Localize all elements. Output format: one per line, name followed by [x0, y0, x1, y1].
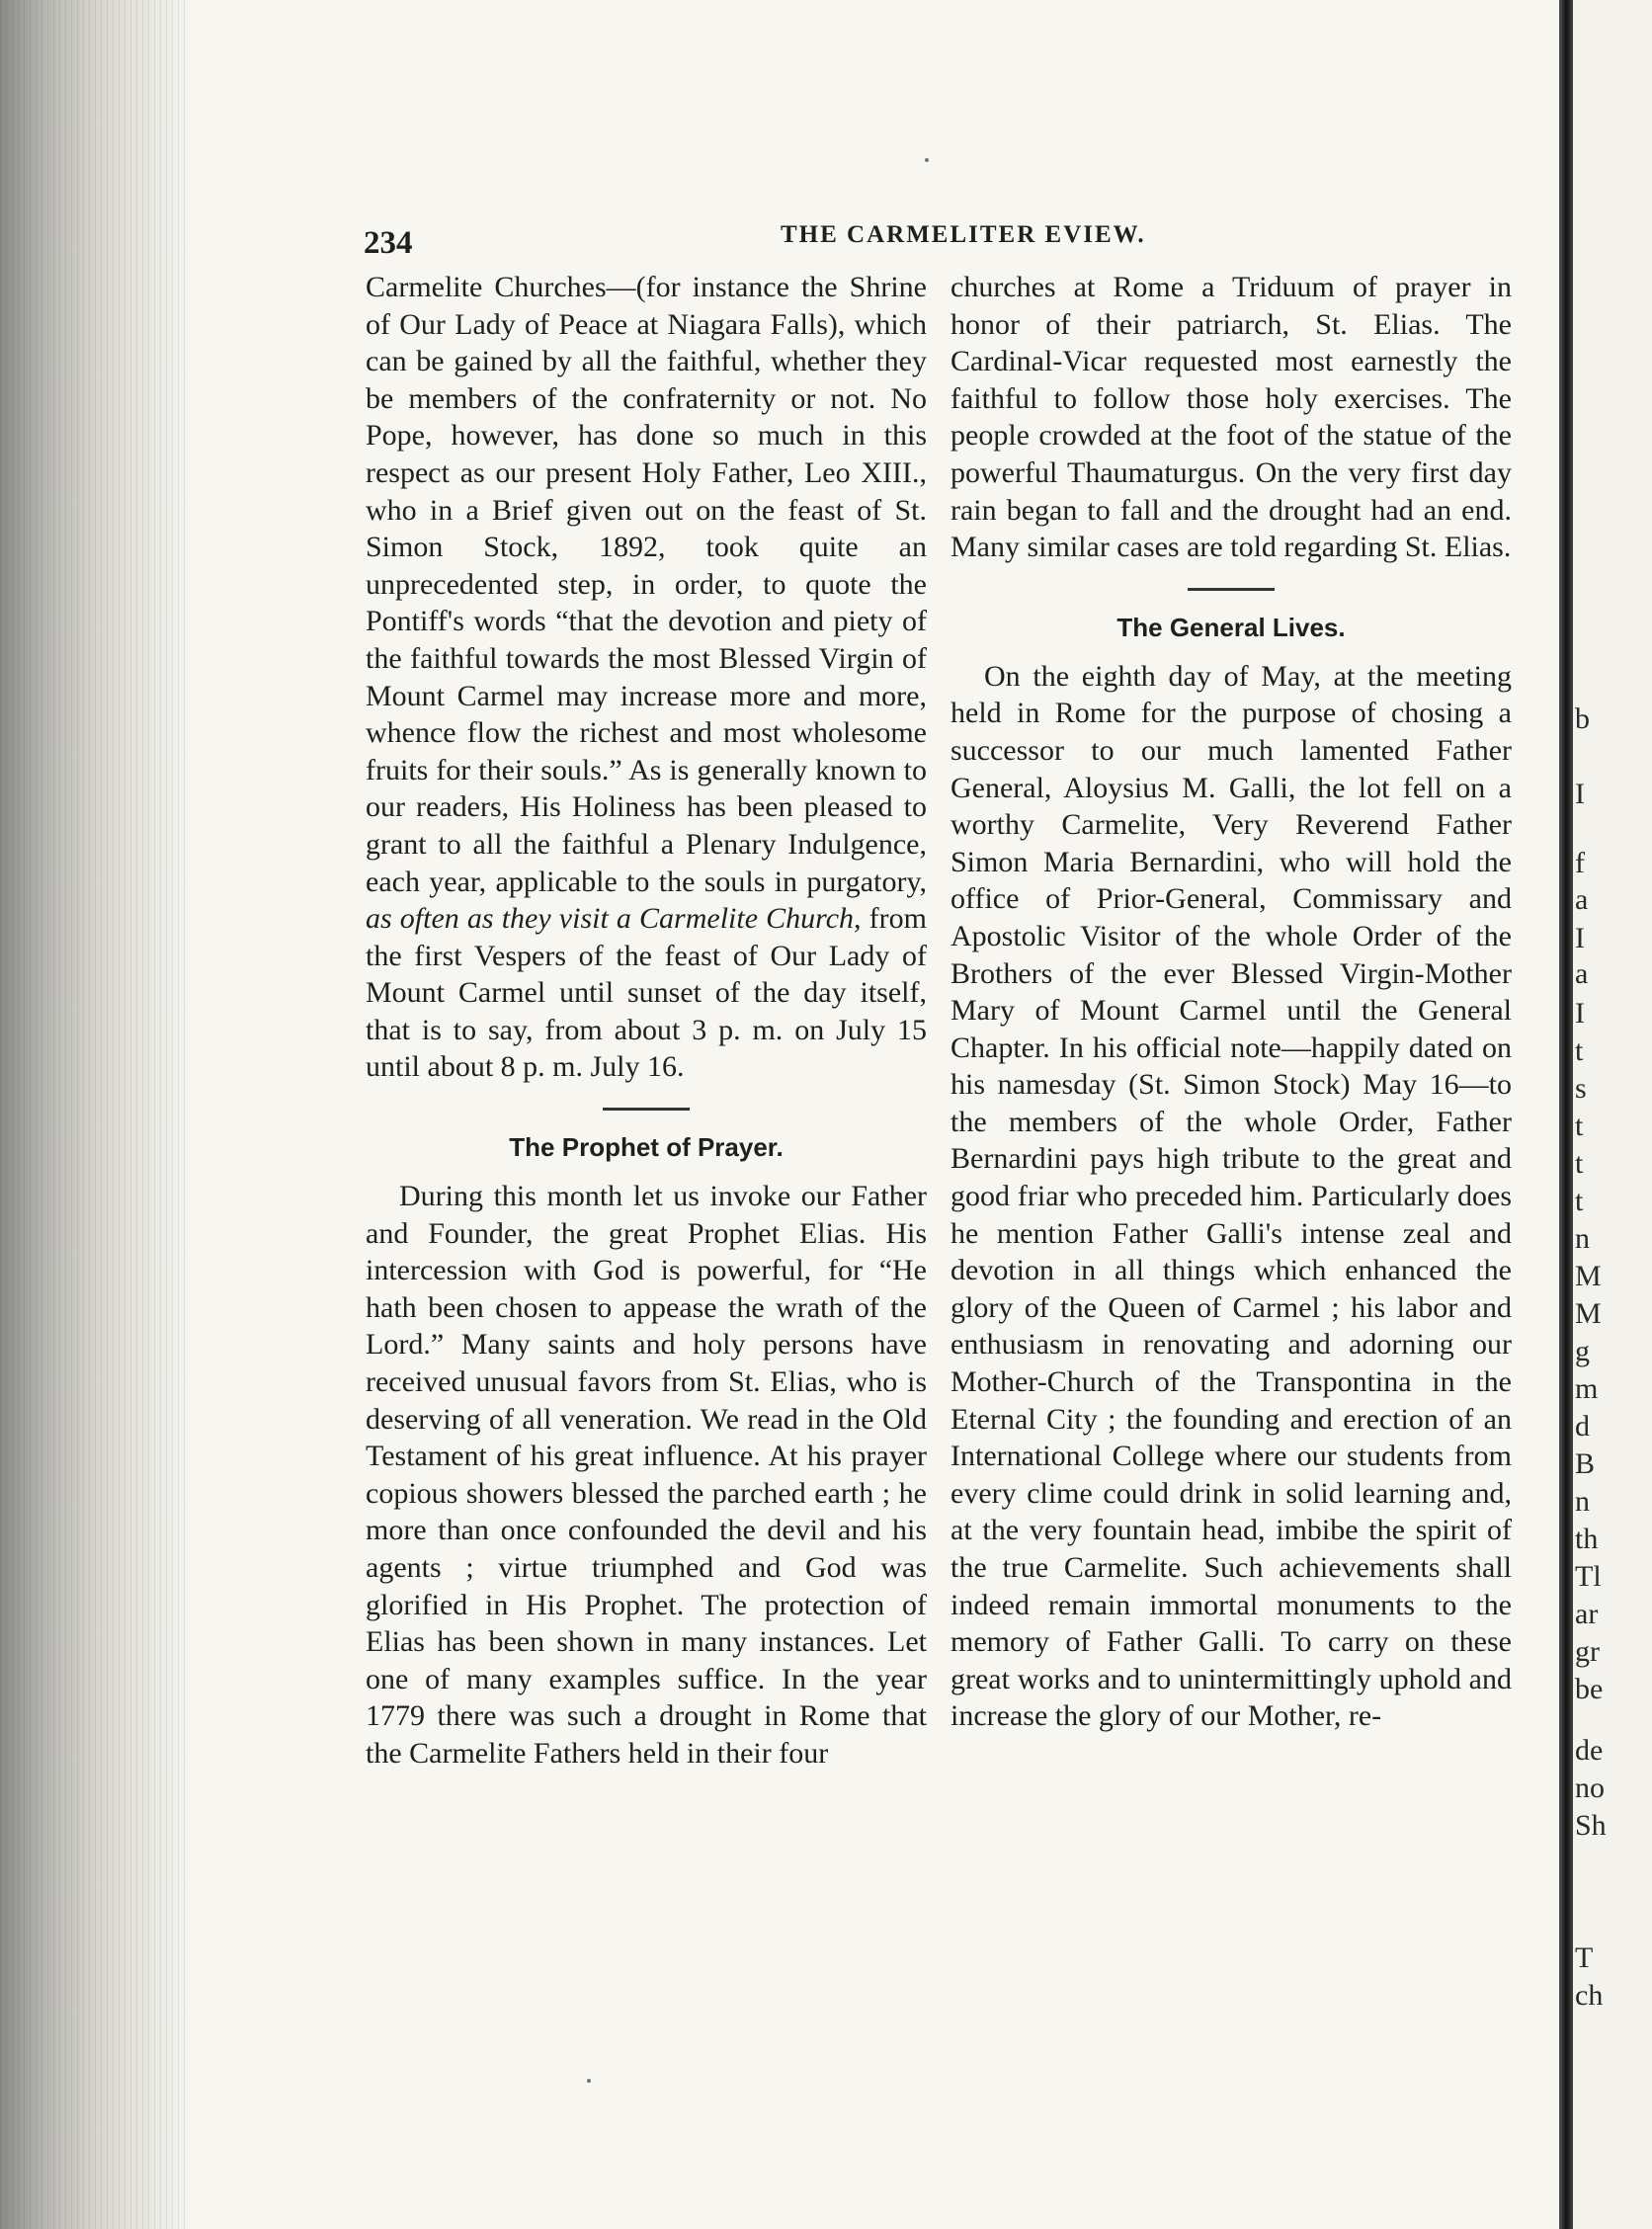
next-page-fragment: t — [1575, 1147, 1584, 1180]
next-page-fragment: t — [1575, 1185, 1584, 1217]
left-paragraph-2: During this month let us invoke our Father and Founder, the great Prophet Elias. His intercession with God is powerful, for “He hath been chosen to appease the wrath of the Lord.” Many saints and holy persons have received unusual favors from St. Elias, who is deserving of all veneration. We read in the Old Testament of his great influence. At his prayer copious showers blessed the parched earth ; he more than once confounded the devil and his agents ; virtue triumphed and God was glorified in His Prophet. The protection of Elias has been shown in many instances. Let one of many examples suffice. In the year 1779 there was such a drought in Rome that the Carmelite Fathers held in their four — [366, 1180, 927, 1770]
next-page-fragment: a — [1575, 957, 1589, 990]
next-page-fragment: n — [1575, 1485, 1590, 1518]
next-page-fragment: d — [1575, 1410, 1590, 1443]
next-page-fragment: f — [1575, 847, 1585, 879]
next-page-fragment: T — [1575, 1941, 1594, 1974]
left-paragraph-1 — [366, 269, 927, 1086]
next-page-fragment: B — [1575, 1447, 1596, 1480]
paper-speck — [587, 2079, 591, 2083]
next-page-fragment: de — [1575, 1734, 1604, 1767]
paper-speck — [925, 158, 929, 162]
next-page-fragment: g — [1575, 1335, 1590, 1367]
next-page-fragment: Sh — [1575, 1809, 1607, 1842]
running-title: THE CARMELITER EVIEW. — [781, 221, 1146, 248]
next-page-fragment: ch — [1575, 1979, 1604, 2012]
book-gutter — [1559, 0, 1573, 2229]
next-page-fragment: no — [1575, 1772, 1605, 1804]
next-page-fragment: b — [1575, 702, 1590, 735]
section-heading-general: The General Lives. — [1116, 612, 1346, 642]
left-column — [366, 269, 927, 1773]
next-page-fragment: m — [1575, 1372, 1599, 1405]
page-number: 234 — [364, 225, 413, 261]
book-page-edges — [0, 0, 188, 2229]
next-page-fragment: be — [1575, 1673, 1604, 1705]
next-page-fragment: s — [1575, 1072, 1587, 1105]
next-page-fragment: n — [1575, 1222, 1590, 1255]
left-para1-italic: as often as they visit a Carmelite Church, — [366, 902, 862, 936]
next-page-fragment: gr — [1575, 1635, 1600, 1668]
next-page-fragment: th — [1575, 1523, 1599, 1555]
next-page-fragment: a — [1575, 883, 1589, 916]
left-para1-text-b: from the first Vespers of the feast of Our Lady of Mount Carmel until sunset of the day itself, that is to say, from about 3 p. m. on July 15 until about 8 p. m. July 16. — [366, 902, 927, 1084]
right-paragraph-1: churches at Rome a Triduum of prayer in honor of their patriarch, St. Elias. The Cardinal-Vicar requested most earnestly the faithful to follow those holy exercises. The people crowded at the foot of the statue of the powerful Thaumaturgus. On the very first day rain began to fall and the drought had an end. Many similar cases are told regarding St. Elias. — [950, 271, 1512, 564]
section-divider — [1188, 588, 1275, 591]
next-page-fragment: Tl — [1575, 1560, 1602, 1593]
next-page-fragment: I — [1575, 922, 1585, 954]
right-paragraph-2: On the eighth day of May, at the meeting held in Rome for the purpose of chosing a successor to our much lamented Father General, Aloysius M. Galli, the lot fell on a worthy Carmelite, Very Reverend Father Simon Maria Bernardini, who will hold the office of Prior-General, Commissary and Apostolic Visitor of the whole Order of the Brothers of the ever Blessed Virgin-Mother Mary of Mount Carmel until the General Chapter. In his official note—happily dated on his namesday (St. Simon Stock) May 16—to the members of the whole Order, Father Bernardini pays high tribute to the great and good friar who preceded him. Particularly does he mention Father Galli's intense zeal and devotion in all things which enhanced the glory of the Queen of Carmel ; his labor and enthusiasm in renovating and adorning our Mother-Church of the Transpontina in the Eternal City ; the founding and erection of an International College where our students from every clime could drink in solid learning and, at the very fountain head, imbibe the spirit of the true Carmelite. Such achievements shall indeed remain immortal monuments to the memory of Father Galli. To carry on these great works and to unintermittingly uphold and increase the glory of our Mother, re- — [950, 659, 1512, 1733]
next-page-fragment: t — [1575, 1034, 1584, 1067]
next-page-fragment: I — [1575, 997, 1585, 1030]
next-page-fragment: M — [1575, 1260, 1602, 1292]
section-heading-prophet: The Prophet of Prayer. — [509, 1132, 784, 1163]
next-page-fragment: ar — [1575, 1598, 1599, 1630]
next-page-fragment: M — [1575, 1297, 1602, 1330]
next-page-edge — [1573, 0, 1652, 2229]
left-para1-text-a: Carmelite Churches—(for instance the Shrine of Our Lady of Peace at Niagara Falls), which can be gained by all the faithful, whether they be members of the confraternity or not. No Pope, however, has done so much in this respect as our present Holy Father, Leo XIII., who in a Brief given out on the feast of St. Simon Stock, 1892, took quite an unprecedented step, in order, to quote the Pontiff's words “that the devotion and piety of the faithful towards the most Blessed Virgin of Mount Carmel may increase more and more, whence flow the richest and most wholesome fruits for their souls.” As is generally known to our readers, His Holiness has been pleased to grant to all the faithful a Plenary Indulgence, each year, applicable to the souls in purgatory, — [366, 271, 927, 898]
next-page-fragment: I — [1575, 778, 1585, 810]
right-column — [950, 269, 1512, 1735]
next-page-fragment: t — [1575, 1110, 1584, 1142]
section-divider — [603, 1108, 690, 1111]
